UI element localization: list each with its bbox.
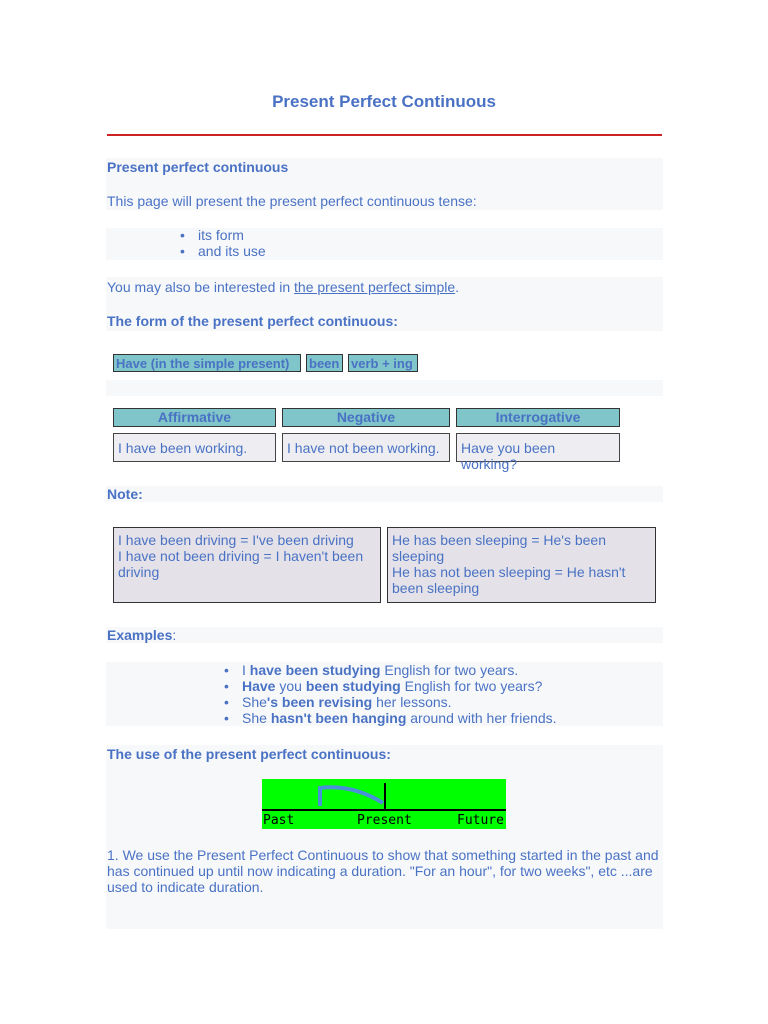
- intro-heading: Present perfect continuous: [107, 159, 289, 175]
- list-item: • I have been studying English for two years.: [224, 662, 519, 678]
- see-also-text: You may also be interested in the present perfect simple.: [107, 279, 460, 295]
- use-paragraph: 1. We use the Present Perfect Continuous to show that something started in the past and has continued up until now indicating a duration. "For an hour", for two weeks", etc ...are used to indicate duration.: [107, 847, 659, 895]
- intro-text: This page will present the present perfect continuous tense:: [107, 193, 477, 209]
- timeline-diagram: [262, 779, 506, 829]
- use-heading: The use of the present perfect continuous:: [107, 746, 391, 762]
- intro-bullet-list: [174, 227, 266, 259]
- examples-band: [106, 627, 663, 643]
- note-box-right: [387, 527, 656, 603]
- form-part-have: Have (in the simple present): [113, 354, 301, 372]
- timeline-label-present: Present: [357, 813, 412, 828]
- table-cell-negative: I have not been working.: [282, 433, 450, 462]
- note-band: [106, 486, 663, 502]
- timeline-label-past: Past: [263, 813, 295, 828]
- title-divider: [107, 134, 662, 136]
- list-item: • She's been revising her lessons.: [224, 694, 452, 710]
- list-item: • its form: [180, 227, 244, 243]
- examples-list: [218, 662, 557, 726]
- note-line: I have not been driving = I haven't been driving: [118, 548, 364, 580]
- list-item: • and its use: [180, 243, 266, 259]
- table-header-negative: Negative: [282, 408, 450, 427]
- table-header-affirmative: Affirmative: [113, 408, 276, 427]
- form-part-been: been: [306, 354, 343, 372]
- note-box-left: [113, 527, 381, 603]
- present-perfect-simple-link[interactable]: the present perfect simple: [294, 279, 456, 295]
- form-part-verb-ing: verb + ing: [348, 354, 418, 372]
- table-cell-affirmative: I have been working.: [113, 433, 276, 462]
- page-title: Present Perfect Continuous: [272, 92, 496, 111]
- table-header-interrogative: Interrogative: [456, 408, 620, 427]
- list-item: • She hasn't been hanging around with her friends.: [224, 710, 557, 726]
- timeline-label-future: Future: [457, 813, 504, 828]
- use-band: [106, 745, 663, 929]
- list-item: • Have you been studying English for two years?: [224, 678, 543, 694]
- note-line: I have been driving = I've been driving: [118, 532, 354, 548]
- duration-arc: [320, 787, 383, 806]
- table-cell-interrogative: Have you been working?: [456, 433, 620, 462]
- note-heading: Note:: [107, 486, 143, 502]
- note-line: He has not been sleeping = He hasn't been sleeping: [392, 564, 626, 596]
- note-line: He has been sleeping = He's been sleeping: [392, 532, 606, 564]
- form-band: [106, 380, 663, 396]
- examples-heading: Examples:: [107, 627, 177, 643]
- form-heading: The form of the present perfect continuous:: [107, 313, 398, 329]
